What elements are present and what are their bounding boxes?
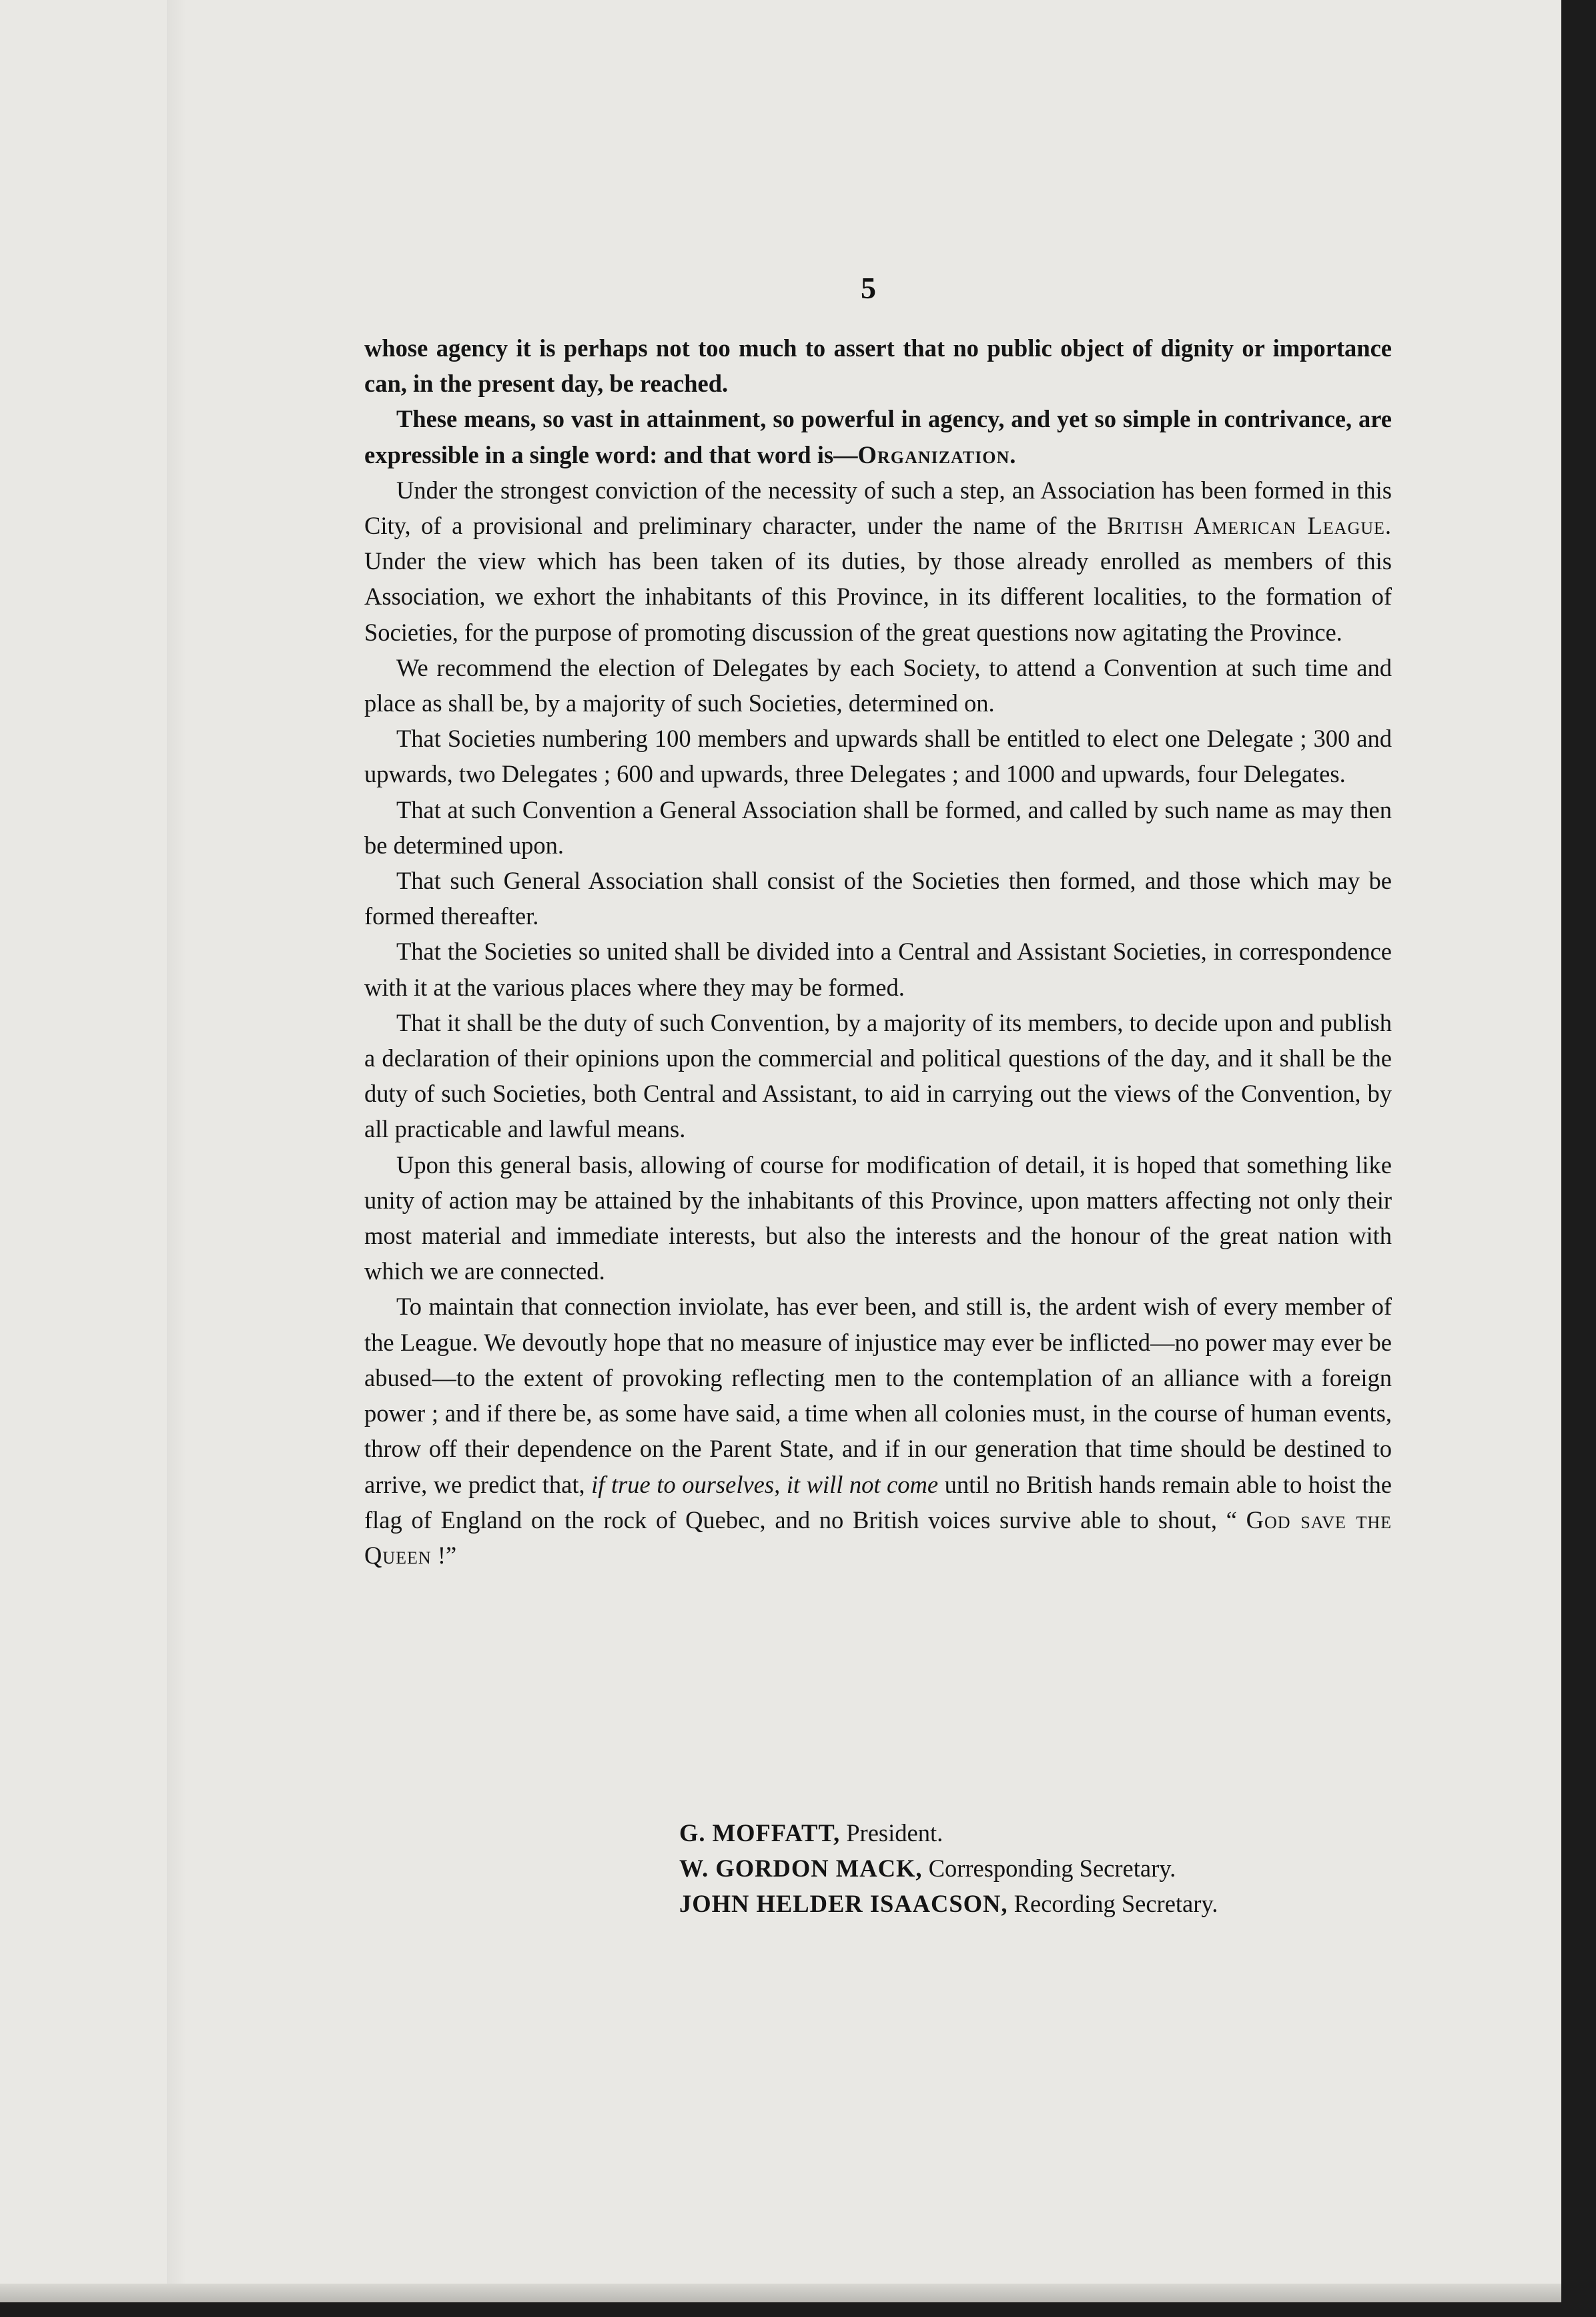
italic-phrase: if true to ourselves, it will not come <box>591 1470 939 1498</box>
document-body <box>364 330 1392 1573</box>
paragraph-consist: That such General Association shall consist of the Societies then formed, and those which may be formed thereafter. <box>364 867 1392 930</box>
paragraph-association-text-b: Under the view which has been taken of its duties, by those already enrolled as members of this Association, we exhort the inhabitants of this Province, in its different localities, to the formation of Societies, for the purpose of promoting discussion of the great questions now agitating the Province. <box>364 547 1392 646</box>
paragraph-association-text-a: Under the strongest conviction of the necessity of such a step, an Association has been formed in this City, of a provisional and preliminary character, under the name of the <box>364 476 1392 540</box>
paragraph-general-basis: Upon this general basis, allowing of course for modification of detail, it is hoped that something like unity of action may be attained by the inhabitants of this Province, upon matters affecting not only their most material and immediate interests, but also the interests and the honour of the great nation with which we are connected. <box>364 1150 1392 1285</box>
page-fold-shadow <box>167 0 187 2302</box>
page-number: 5 <box>861 271 876 305</box>
signature-block <box>679 1815 1413 1921</box>
signature-name: JOHN HELDER ISAACSON, <box>679 1890 1008 1917</box>
page-bottom-edge <box>0 2284 1561 2302</box>
paragraph-association <box>364 472 1392 650</box>
signature-corresponding-secretary <box>679 1851 1413 1886</box>
organization-term: Organization. <box>857 440 1017 468</box>
signature-president <box>679 1815 1413 1851</box>
signature-name: G. MOFFATT, <box>679 1819 841 1847</box>
signature-recording-secretary <box>679 1886 1413 1921</box>
paragraph-connection-text-b: until no British hands remain able to hoist the flag of England on the rock of Quebec, and no British voices survive able to shout, “ <box>364 1470 1392 1534</box>
paragraph-connection <box>364 1289 1392 1573</box>
paragraph-central-assistant: That the Societies so united shall be divided into a Central and Assistant Societies, in correspondence with it at the various places where they may be formed. <box>364 938 1392 1001</box>
paragraph-general-association: That at such Convention a General Association shall be formed, and called by such name as may then be determined upon. <box>364 795 1392 859</box>
closing-quote: !” <box>431 1541 457 1569</box>
paragraph-means <box>364 401 1392 472</box>
paragraph-numbering: That Societies numbering 100 members and upwards shall be entitled to elect one Delegate ; 300 and upwards, two Delegates ; 600 and upwards, three Delegates ; and 1000 and upwards, four Delegates. <box>364 725 1392 788</box>
signature-name: W. GORDON MACK, <box>679 1855 923 1882</box>
paragraph-continuation: whose agency it is perhaps not too much to assert that no public object of dignity or importance can, in the present day, be reached. <box>364 334 1392 398</box>
signature-title: Corresponding Secretary. <box>922 1855 1176 1882</box>
god-save-the-queen: God save the Queen <box>364 1506 1392 1569</box>
paragraph-duty: That it shall be the duty of such Convention, by a majority of its members, to decide upon and publish a declaration of their opinions upon the commercial and political questions of the day, and it shall be the duty of such Societies, both Central and Assistant, to aid in carrying out the views of the Convention, by all practicable and lawful means. <box>364 1008 1392 1143</box>
league-name: British American League. <box>1107 512 1392 540</box>
paragraph-means-text: These means, so vast in attainment, so powerful in agency, and yet so simple in contrivance, are expressible in a single word: and that word is— <box>364 405 1392 468</box>
paragraph-connection-text-a: To maintain that connection inviolate, has ever been, and still is, the ardent wish of every member of the League. We devoutly hope that no measure of injustice may ever be inflicted—no power may ever be abused—to the extent of provoking reflecting men to the contemplation of an alliance with a foreign power ; and if there be, as some have said, a time when all colonies must, in the course of human events, throw off their dependence on the Parent State, and if in our generation that time should be destined to arrive, we predict that, <box>364 1293 1392 1498</box>
signature-title: President. <box>840 1819 943 1847</box>
paragraph-delegates: We recommend the election of Delegates by each Society, to attend a Convention at such time and place as shall be, by a majority of such Societies, determined on. <box>364 653 1392 717</box>
signature-title: Recording Secretary. <box>1008 1890 1218 1917</box>
